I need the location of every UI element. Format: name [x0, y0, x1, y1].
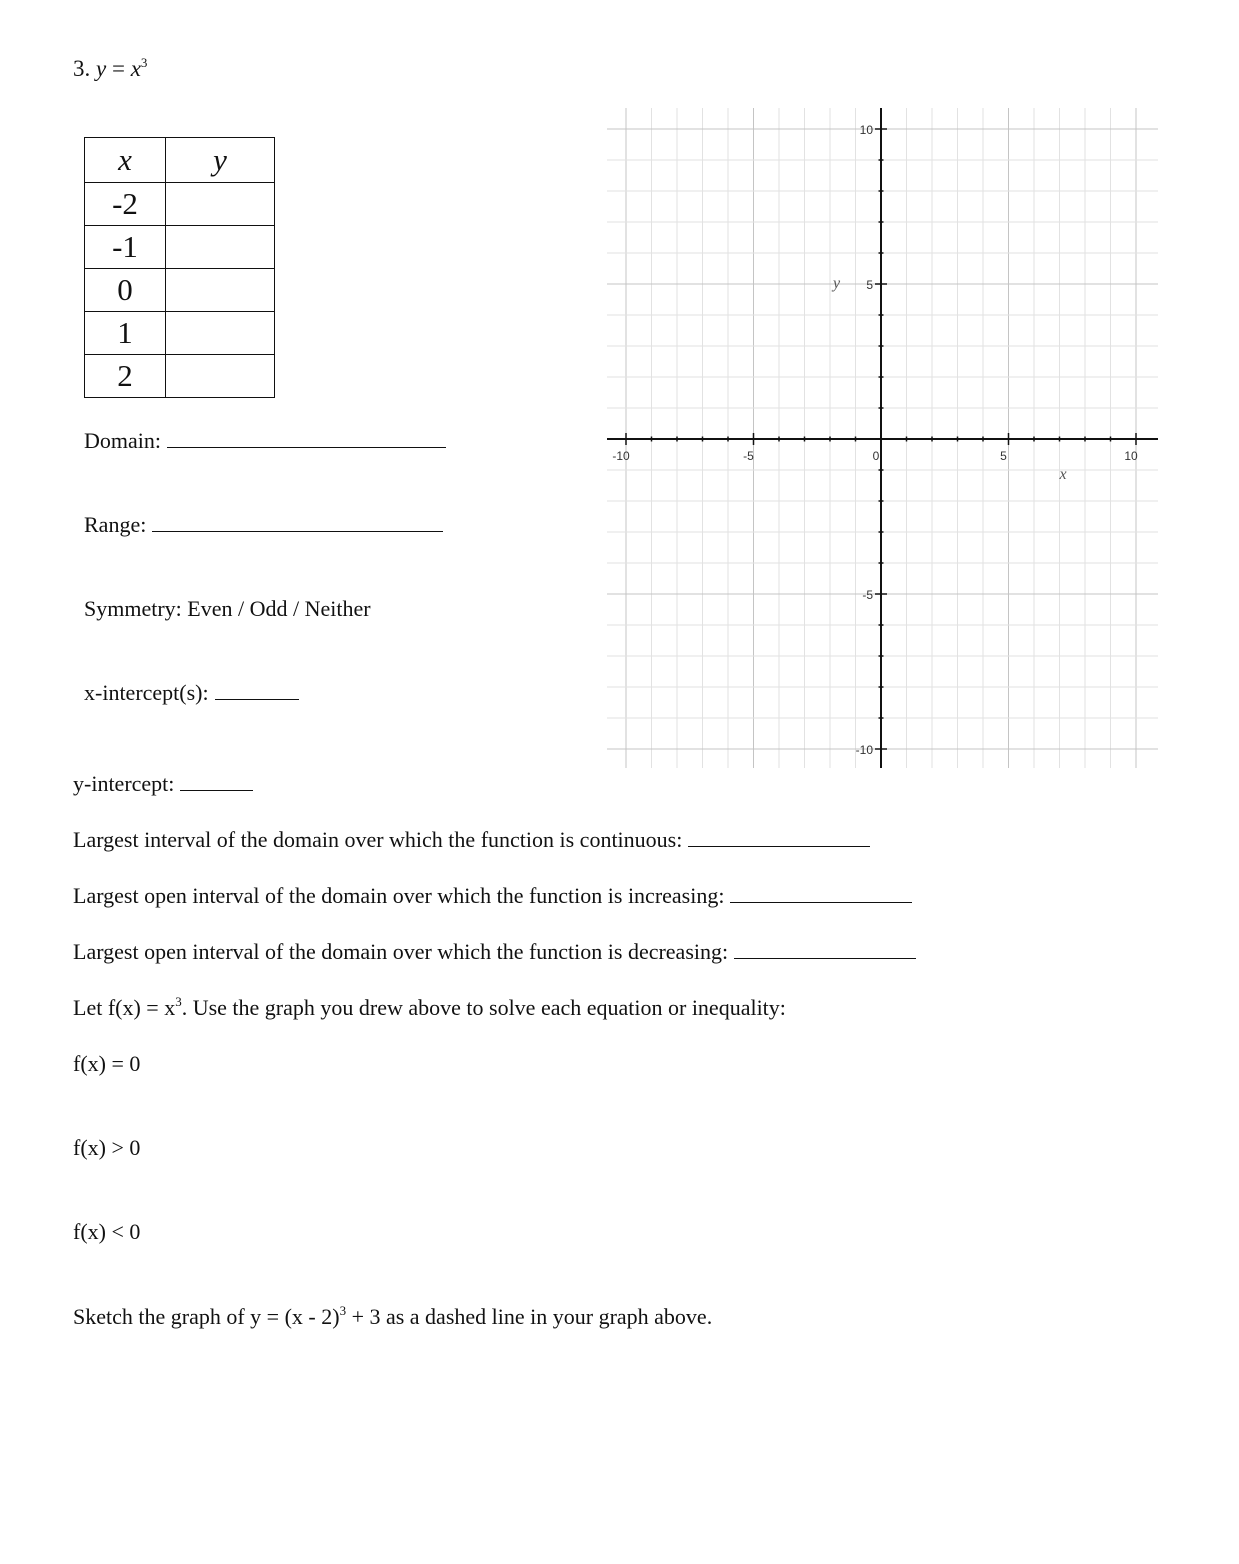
decreasing-label: Largest open interval of the domain over which the function is decreasing:	[73, 939, 729, 964]
sketch-exponent: 3	[339, 1303, 347, 1318]
x-intercepts-label: x-intercept(s):	[84, 680, 209, 705]
equation-equals: =	[111, 56, 125, 81]
f-greater-zero: f(x) > 0	[73, 1135, 141, 1160]
y-tick-label: -5	[862, 588, 873, 602]
let-text-b: . Use the graph you drew above to solve each equation or inequality:	[181, 995, 786, 1020]
x-tick-label: 0	[872, 449, 880, 463]
y-tick-label: -10	[855, 743, 873, 757]
x-tick-label: 5	[1000, 449, 1007, 463]
problem-number: 3.	[73, 56, 91, 81]
x-cell: 1	[85, 312, 166, 355]
x-axis-label: x	[1059, 466, 1067, 483]
f-equals-zero: f(x) = 0	[73, 1051, 141, 1076]
x-cell: -2	[85, 183, 166, 226]
f-less-zero: f(x) < 0	[73, 1219, 141, 1244]
x-tick-label: -10	[612, 449, 630, 463]
increasing-label: Largest open interval of the domain over which the function is increasing:	[73, 883, 725, 908]
y-axis-label: y	[833, 275, 841, 292]
let-exponent: 3	[175, 994, 182, 1009]
symmetry-question: Symmetry: Even / Odd / Neither	[84, 596, 371, 621]
y-intercept-label: y-intercept:	[73, 771, 175, 796]
x-cell: 2	[85, 355, 166, 398]
x-tick-label: 10	[1124, 449, 1138, 463]
sketch-text-a: Sketch the graph of y = (x - 2)	[73, 1304, 340, 1329]
range-label: Range:	[84, 512, 147, 537]
y-tick-label: 10	[859, 123, 873, 137]
header-x: x	[85, 138, 166, 183]
sketch-text-b: + 3 as a dashed line in your graph above.	[346, 1304, 713, 1329]
header-y: y	[166, 138, 275, 183]
x-cell: 0	[85, 269, 166, 312]
continuous-label: Largest interval of the domain over which the function is continuous:	[73, 827, 683, 852]
y-tick-label: 5	[866, 278, 873, 292]
domain-label: Domain:	[84, 428, 161, 453]
equation-lhs: y	[96, 56, 107, 81]
x-cell: -1	[85, 226, 166, 269]
x-tick-label: -5	[743, 449, 754, 463]
equation-base: x	[130, 56, 141, 81]
let-text-a: Let f(x) = x	[73, 995, 176, 1020]
equation-exponent: 3	[140, 55, 148, 70]
